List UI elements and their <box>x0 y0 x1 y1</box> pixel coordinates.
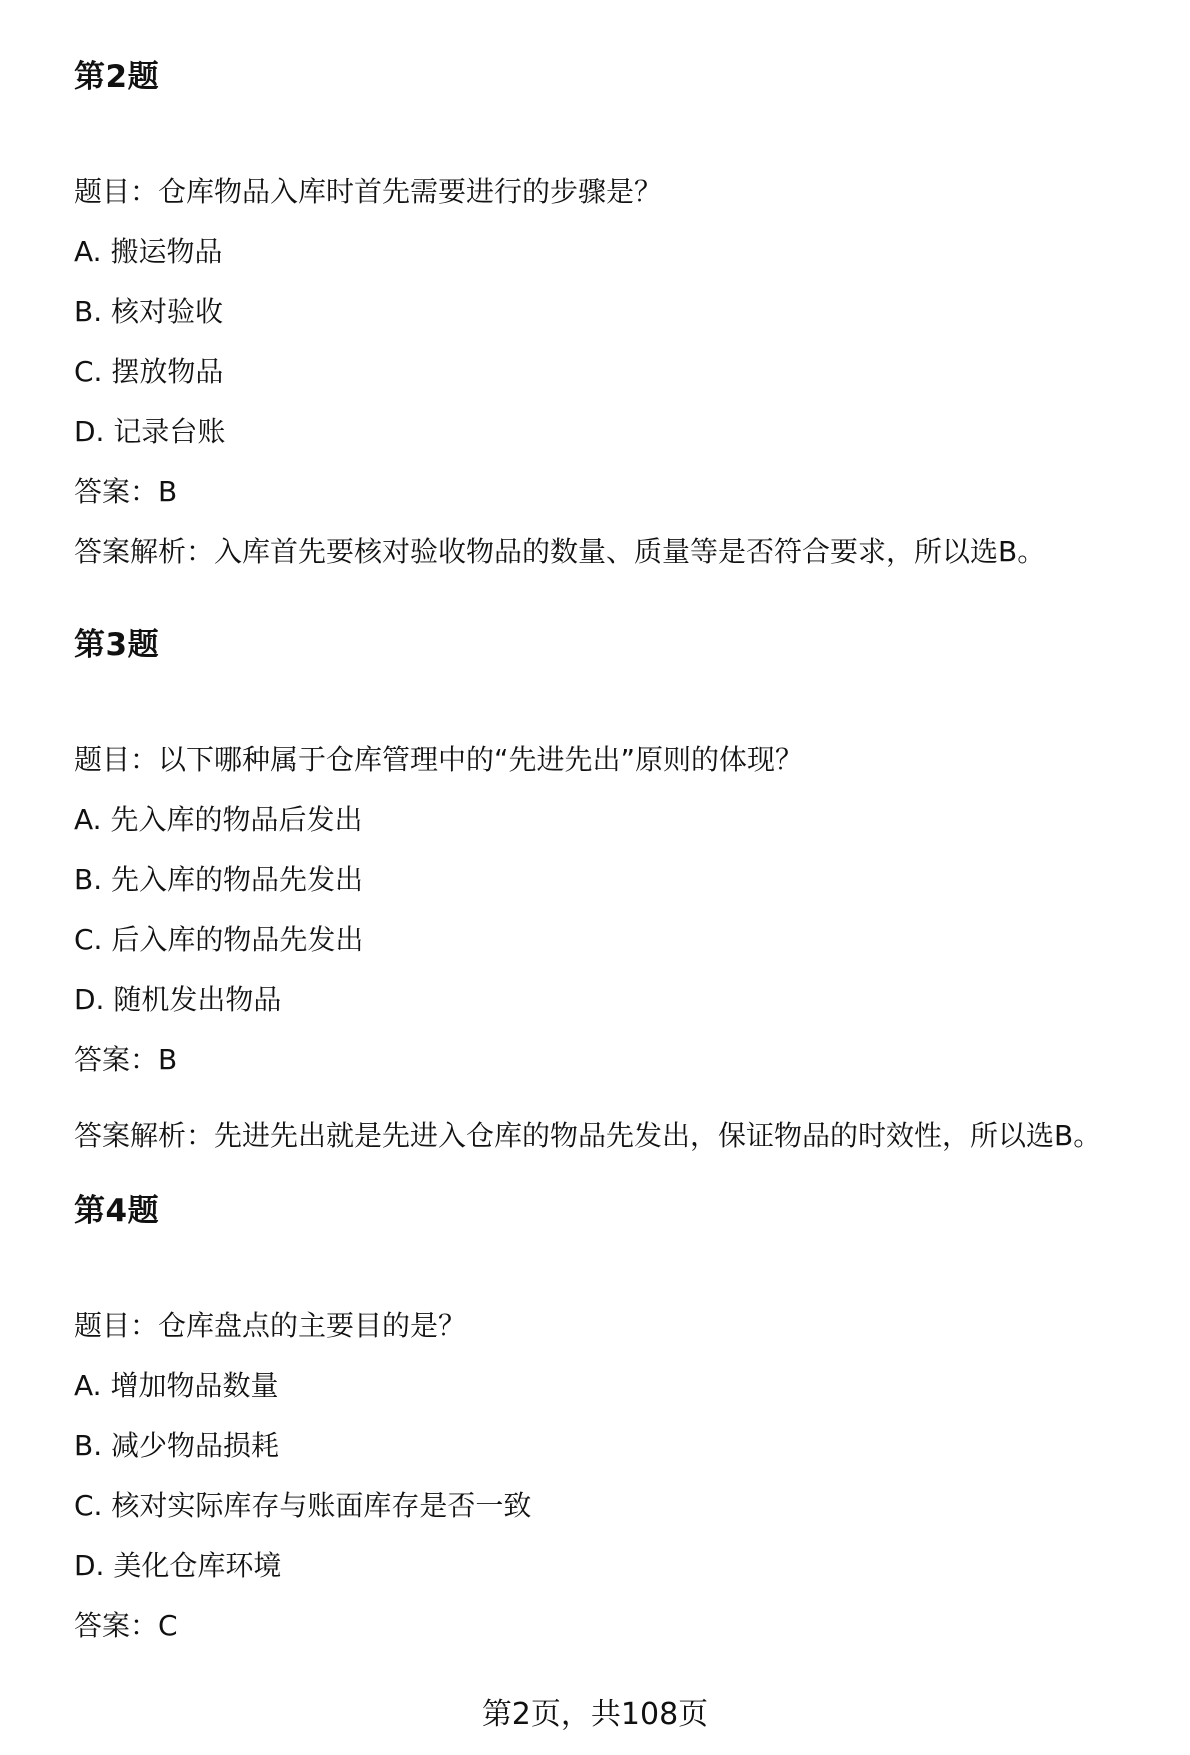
question-stem: 题目：仓库物品入库时首先需要进行的步骤是？ <box>74 175 663 208</box>
answer: 答案：B <box>74 475 178 508</box>
option-a: A. 先入库的物品后发出 <box>74 803 363 836</box>
option-d: D. 美化仓库环境 <box>74 1549 282 1582</box>
section-spacer <box>74 1166 1134 1196</box>
answer: 答案：B <box>74 1043 178 1076</box>
option-b: B. 核对验收 <box>74 295 224 328</box>
option-c: C. 核对实际库存与账面库存是否一致 <box>74 1489 532 1522</box>
question-block-4 <box>74 1193 1134 1672</box>
option-c: C. 后入库的物品先发出 <box>74 923 364 956</box>
question-stem: 题目：仓库盘点的主要目的是？ <box>74 1309 467 1342</box>
question-heading: 第3题 <box>74 627 160 663</box>
answer-explanation: 答案解析：先进先出就是先进入仓库的物品先发出，保证物品的时效性，所以选B。 <box>74 1119 1102 1152</box>
option-c: C. 摆放物品 <box>74 355 224 388</box>
question-heading: 第2题 <box>74 59 160 95</box>
option-b: B. 先入库的物品先发出 <box>74 863 364 896</box>
question-stem: 题目：以下哪种属于仓库管理中的“先进先出”原则的体现？ <box>74 743 804 776</box>
question-block-3 <box>74 627 1134 1166</box>
page-indicator: 第2页，共108页 <box>481 1697 709 1732</box>
option-d: D. 随机发出物品 <box>74 983 282 1016</box>
page-content <box>74 59 1134 1672</box>
option-d: D. 记录台账 <box>74 415 226 448</box>
section-spacer <box>74 598 1134 630</box>
answer-explanation: 答案解析：入库首先要核对验收物品的数量、质量等是否符合要求，所以选B。 <box>74 535 1046 568</box>
question-heading: 第4题 <box>74 1193 160 1229</box>
option-b: B. 减少物品损耗 <box>74 1429 280 1462</box>
answer: 答案：C <box>74 1609 178 1642</box>
question-block-2 <box>74 59 1134 598</box>
option-a: A. 搬运物品 <box>74 235 223 268</box>
option-a: A. 增加物品数量 <box>74 1369 279 1402</box>
